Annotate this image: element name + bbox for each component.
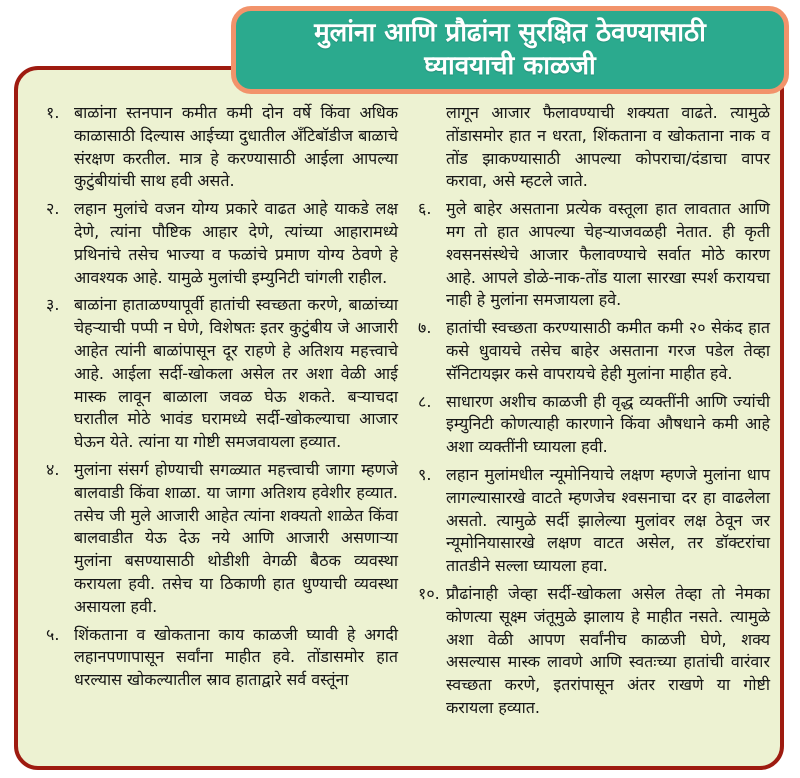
item-text: शिंकताना व खोकताना काय काळजी घ्यावी हे अगदी लहानपणापासून सर्वांना माहीत हवे. तोंडासमोर हात धरल्यास खोकल्यातील स्राव हाताद्वारे सर्व वस्तूंना <box>74 624 398 690</box>
list-item <box>46 294 398 454</box>
left-column <box>46 102 398 762</box>
list-item <box>418 317 770 385</box>
item-number: ६. <box>418 199 432 219</box>
item-number: ८. <box>418 391 432 411</box>
list-item <box>418 198 770 312</box>
item-number: १. <box>46 103 60 122</box>
item-number: ४. <box>46 459 60 479</box>
item-text: लहान मुलांमधील न्यूमोनियाचे लक्षण म्हणजे मुलांना धाप लागल्यासारखे वाटते म्हणजेच श्वसनाचा दर हा वाढलेला असतो. त्यामुळे सर्दी झालेल्या मुलांवर लक्ष ठेवून जर न्यूमोनियासारखे लक्षण वाटत असेल, तर डॉक्टरांचा तातडीने सल्ला घ्यायला हवा. <box>446 464 770 576</box>
title-banner <box>231 6 789 94</box>
list-item <box>46 102 398 193</box>
item-text: साधारण अशीच काळजी ही वृद्ध व्यक्तींनी आणि ज्यांची इम्युनिटी कोणत्याही कारणाने किंवा औषधाने कमी आहे अशा व्यक्तींनी घ्यायला हवी. <box>446 391 770 457</box>
item-text: मुलांना संसर्ग होण्याची सगळ्यात महत्त्वाची जागा म्हणजे बालवाडी किंवा शाळा. या जागा अतिशय हवेशीर हव्यात. तसेच जी मुले आजारी आहेत त्यांना शक्यतो शाळेत किंवा बालवाडीत येऊ देऊ नये आणि आजारी असणाऱ्या मुलांना बसण्यासाठी थोडीशी वेगळी बैठक व्यवस्था करायला हवी. तसेच या ठिकाणी हात धुण्याची व्यवस्था असायला हवी. <box>74 459 398 616</box>
list-item <box>418 464 770 578</box>
right-column <box>418 102 770 762</box>
item-number: ९. <box>418 464 432 484</box>
two-column-text <box>46 102 770 762</box>
list-item-continuation <box>418 102 770 193</box>
list-item <box>418 583 770 720</box>
list-item <box>418 391 770 459</box>
item-number: ५. <box>46 624 60 644</box>
item-text: मुले बाहेर असताना प्रत्येक वस्तूला हात लावतात आणि मग तो हात आपल्या चेहऱ्याजवळही नेतात. ही कृती श्वसनसंस्थेचे आजार फैलावण्याचे सर्वात मोठे कारण आहे. आपले डोळे-नाक-तोंड याला सारखा स्पर्श करायचा नाही हे मुलांना समजायला हवे. <box>446 199 770 310</box>
item-number <box>418 102 446 193</box>
item-text: बाळांना हाताळण्यापूर्वी हातांची स्वच्छता करणे, बाळांच्या चेहऱ्याची पप्पी न घेणे, विशेषतः इतर कुटुंबीय जे आजारी आहेत त्यांनी बाळांपासून दूर राहणे हे अतिशय महत्त्वाचे आहे. आईला सर्दी-खोकला असेल तर अशा वेळी आई मास्क लावून बाळाला जवळ घेऊ शकते. बऱ्याचदा घरातील मोठे भावंड घरामध्ये सर्दी-खोकल्याचा आजार घेऊन येते. त्यांना या गोष्टी समजवायला हव्यात. <box>74 295 398 452</box>
item-text: लागून आजार फैलावण्याची शक्यता वाढते. त्यामुळे तोंडासमोर हात न धरता, शिंकताना व खोकताना नाक व तोंड झाकण्यासाठी आपल्या कोपराचा/दंडाचा वापर करावा, असे म्हटले जाते. <box>446 103 770 191</box>
title-line-2: घ्यावयाची काळजी <box>424 51 596 81</box>
list-item <box>46 459 398 619</box>
item-number: ३. <box>46 295 60 315</box>
list-item <box>46 198 398 289</box>
item-number: २. <box>46 199 60 219</box>
item-number: ७. <box>418 318 432 338</box>
item-text: हातांची स्वच्छता करण्यासाठी कमीत कमी २० सेकंद हात कसे धुवायचे तसेच बाहेर असताना गरज पडेल तेव्हा सॅनिटायझर कसे वापरायचे हेही मुलांना माहीत हवे. <box>446 318 770 383</box>
item-text: लहान मुलांचे वजन योग्य प्रकारे वाढत आहे याकडे लक्ष देणे, त्यांना पौष्टिक आहार देणे, त्यांच्या आहारामध्ये प्रथिनांचे तसेच भाज्या व फळांचे प्रमाण योग्य ठेवणे हे आवश्यक आहे. यामुळे मुलांची इम्युनिटी चांगली राहील. <box>74 199 398 287</box>
item-number: १०. <box>418 583 440 603</box>
item-text: बाळांना स्तनपान कमीत कमी दोन वर्षे किंवा अधिक काळासाठी दिल्यास आईच्या दुधातील अँटिबॉडीज बाळाचे संरक्षण करतील. मात्र हे करण्यासाठी आईला आपल्या कुटुंबीयांची साथ हवी असते. <box>74 103 398 191</box>
item-text: प्रौढांनाही जेव्हा सर्दी-खोकला असेल तेव्हा तो नेमका कोणत्या सूक्ष्म जंतूमुळे झालाय हे माहीत नसते. त्यामुळे अशा वेळी आपण सर्वांनीच काळजी घेणे, शक्य असल्यास मास्क लावणे आणि स्वतःच्या हातांची वारंवार स्वच्छता करणे, इतरांपासून अंतर राखणे या गोष्टी करायला हव्यात. <box>446 583 770 717</box>
title-line-1: मुलांना आणि प्रौढांना सुरक्षित ठेवण्यासाठी <box>314 17 706 48</box>
list-item <box>46 624 398 692</box>
